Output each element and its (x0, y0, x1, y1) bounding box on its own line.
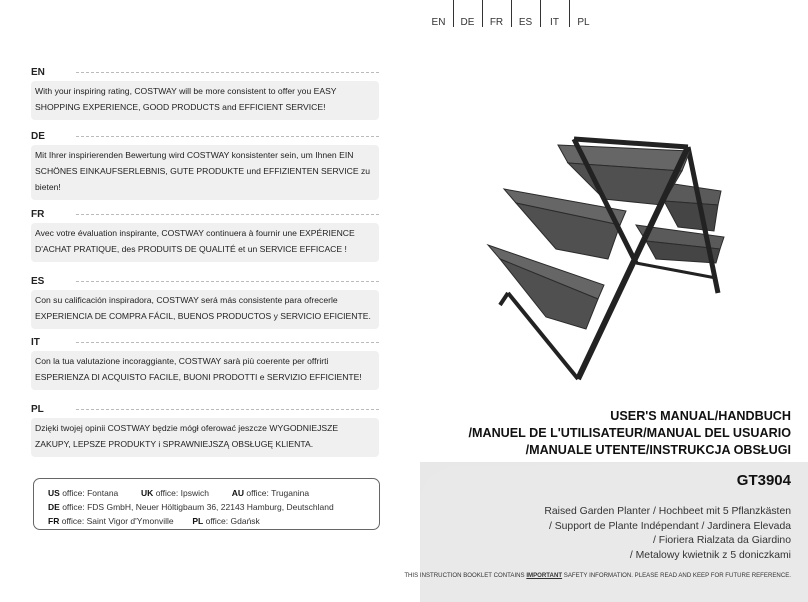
divider (76, 136, 379, 137)
office-word: office: (61, 516, 85, 526)
message-text: Avec votre évaluation inspirante, COSTWAY continuera à fournir une EXPÉRIENCE D'ACHAT PRATIQUE, des PRODUITS DE QUALITÉ et un SERVICE EFFICACE ! (31, 223, 379, 262)
notice-before: THIS INSTRUCTION BOOKLET CONTAINS (404, 572, 527, 579)
message-pl (31, 404, 379, 457)
office-uk-label: UK (141, 488, 154, 498)
message-it (31, 337, 379, 390)
lang-tab-pl: PL (569, 0, 598, 30)
offices-box (33, 478, 380, 530)
message-text: Dzięki twojej opinii COSTWAY będzie mógł oferować jeszcze WYGODNIEJSZE ZAKUPY, LEPSZE PRODUKTY i SPRAWNIEJSZĄ OBSŁUGĘ KLIENTA. (31, 418, 379, 457)
product-description-line: / Fioriera Rialzata da Giardino (652, 535, 791, 546)
message-es (31, 276, 379, 329)
product-description-line: / Support de Plante Indépendant / Jardinera Elevada (548, 520, 791, 532)
product-descriptions (544, 505, 791, 563)
lang-tab-de: DE (453, 0, 482, 30)
manual-title-line: USER'S MANUAL/HANDBUCH (610, 409, 791, 423)
office-uk-value: Ipswich (180, 488, 209, 498)
office-word: office: (62, 502, 85, 512)
offices-row-1 (48, 488, 309, 498)
planter-product-image (486, 133, 731, 383)
office-au-value: Truganina (271, 488, 310, 498)
divider (76, 72, 379, 73)
offices-row-3 (48, 516, 260, 526)
office-de-label: DE (48, 502, 60, 512)
manual-titles (468, 408, 791, 459)
manual-title-line: /MANUEL DE L'UTILISATEUR/MANUAL DEL USUARIO (468, 426, 791, 440)
lang-tab-it: IT (540, 0, 569, 30)
product-description-line: Raised Garden Planter / Hochbeet mit 5 Pflanzkästen (544, 506, 791, 517)
office-pl-label: PL (192, 516, 204, 526)
office-word: office: (155, 488, 179, 498)
message-text: With your inspiring rating, COSTWAY will be more consistent to offer you EASY SHOPPING EXPERIENCE, GOOD PRODUCTS and EFFICIENT SERVICE! (31, 81, 379, 120)
message-de (31, 131, 379, 200)
divider (76, 342, 379, 343)
message-lang-code: PL (31, 404, 44, 415)
lang-tab-es: ES (511, 0, 540, 30)
lang-tab-fr: FR (482, 0, 511, 30)
office-pl-value: Gdańsk (230, 516, 260, 526)
message-en (31, 67, 379, 120)
message-text: Con su calificación inspiradora, COSTWAY será más consistente para ofrecerle EXPERIENCIA DE COMPRA FÁCIL, BUENOS PRODUCTOS y SERVICIO EFICIENTE. (31, 290, 379, 329)
model-number: GT3904 (736, 472, 791, 489)
office-de-value: FDS GmbH, Neuer Höltigbaum 36, 22143 Hamburg, Deutschland (87, 502, 334, 512)
product-description-line: / Metalowy kwietnik z 5 doniczkami (629, 549, 791, 561)
notice-emphasis: IMPORTANT (526, 572, 563, 579)
message-lang-code: DE (31, 131, 45, 142)
message-fr (31, 209, 379, 262)
office-us-label: US (48, 488, 60, 498)
lang-tab-en: EN (431, 17, 446, 28)
office-fr-label: FR (48, 516, 60, 526)
message-text: Mit Ihrer inspirierenden Bewertung wird COSTWAY konsistenter sein, um Ihnen EIN SCHÖNES EINKAUFSERLEBNIS, GUTE PRODUKTE und EFFIZIENTEN SERVICE zu bieten! (31, 145, 379, 200)
office-word: office: (62, 488, 85, 498)
office-fr-value: Saint Vigor d'Ymonville (86, 516, 174, 526)
language-tabs (424, 0, 598, 30)
message-lang-code: ES (31, 276, 45, 287)
divider (76, 214, 379, 215)
office-word: office: (246, 488, 269, 498)
message-lang-code: EN (31, 67, 45, 78)
offices-row-2 (48, 502, 334, 512)
message-text: Con la tua valutazione incoraggiante, COSTWAY sarà più coerente per offrirti ESPERIENZA DI ACQUISTO FACILE, BUONI PRODOTTI e SERVIZIO EFFICIENTE! (31, 351, 379, 390)
manual-title-line: /MANUALE UTENTE/INSTRUKCJA OBSŁUGI (525, 443, 791, 457)
office-us-value: Fontana (87, 488, 119, 498)
safety-notice (404, 572, 791, 579)
divider (76, 409, 379, 410)
office-word: office: (205, 516, 229, 526)
message-lang-code: IT (31, 337, 40, 348)
message-lang-code: FR (31, 209, 45, 220)
office-au-label: AU (231, 488, 244, 498)
notice-after: SAFETY INFORMATION. PLEASE READ AND KEEP FOR FUTURE REFERENCE. (562, 572, 791, 579)
divider (76, 281, 379, 282)
